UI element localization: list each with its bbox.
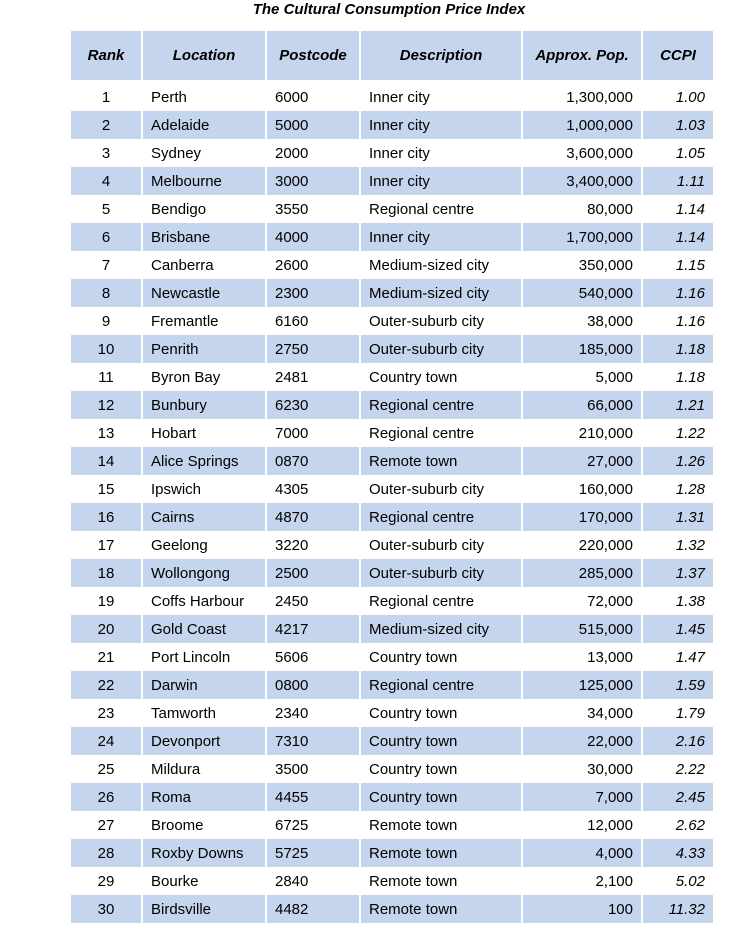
location-cell: Brisbane <box>143 223 265 251</box>
location-cell: Ipswich <box>143 475 265 503</box>
postcode-cell: 4217 <box>267 615 359 643</box>
postcode-cell: 3000 <box>267 167 359 195</box>
ccpi-cell: 1.28 <box>643 475 713 503</box>
population-cell: 1,000,000 <box>523 111 641 139</box>
rank-cell: 10 <box>71 335 141 363</box>
postcode-cell: 4455 <box>267 783 359 811</box>
population-cell: 80,000 <box>523 195 641 223</box>
population-cell: 2,100 <box>523 867 641 895</box>
ccpi-cell: 2.45 <box>643 783 713 811</box>
column-header-ccpi: CCPI <box>643 31 713 80</box>
ccpi-cell: 1.45 <box>643 615 713 643</box>
location-cell: Bourke <box>143 867 265 895</box>
population-cell: 100 <box>523 895 641 923</box>
description-cell: Outer-suburb city <box>361 335 521 363</box>
population-cell: 30,000 <box>523 755 641 783</box>
description-cell: Country town <box>361 699 521 727</box>
description-cell: Medium-sized city <box>361 279 521 307</box>
description-cell: Regional centre <box>361 503 521 531</box>
ccpi-cell: 1.15 <box>643 251 713 279</box>
postcode-cell: 0870 <box>267 447 359 475</box>
table-row <box>71 643 713 671</box>
population-cell: 3,400,000 <box>523 167 641 195</box>
ccpi-cell: 1.47 <box>643 643 713 671</box>
ccpi-cell: 1.32 <box>643 531 713 559</box>
postcode-cell: 5725 <box>267 839 359 867</box>
population-cell: 1,700,000 <box>523 223 641 251</box>
postcode-cell: 7310 <box>267 727 359 755</box>
column-header-rank: Rank <box>71 31 141 80</box>
postcode-cell: 2600 <box>267 251 359 279</box>
table-row <box>71 223 713 251</box>
ccpi-cell: 1.79 <box>643 699 713 727</box>
population-cell: 160,000 <box>523 475 641 503</box>
rank-cell: 15 <box>71 475 141 503</box>
table-row <box>71 195 713 223</box>
rank-cell: 6 <box>71 223 141 251</box>
postcode-cell: 4000 <box>267 223 359 251</box>
ccpi-cell: 1.18 <box>643 363 713 391</box>
ccpi-cell: 1.00 <box>643 83 713 111</box>
postcode-cell: 3550 <box>267 195 359 223</box>
ccpi-cell: 1.21 <box>643 391 713 419</box>
postcode-cell: 3500 <box>267 755 359 783</box>
table-row <box>71 895 713 923</box>
location-cell: Broome <box>143 811 265 839</box>
population-cell: 38,000 <box>523 307 641 335</box>
location-cell: Wollongong <box>143 559 265 587</box>
rank-cell: 25 <box>71 755 141 783</box>
description-cell: Country town <box>361 727 521 755</box>
postcode-cell: 2000 <box>267 139 359 167</box>
table-title: The Cultural Consumption Price Index <box>252 1 526 18</box>
location-cell: Port Lincoln <box>143 643 265 671</box>
description-cell: Regional centre <box>361 195 521 223</box>
ccpi-cell: 1.18 <box>643 335 713 363</box>
location-cell: Fremantle <box>143 307 265 335</box>
location-cell: Canberra <box>143 251 265 279</box>
description-cell: Outer-suburb city <box>361 475 521 503</box>
rank-cell: 19 <box>71 587 141 615</box>
ccpi-cell: 2.16 <box>643 727 713 755</box>
table-row <box>71 615 713 643</box>
population-cell: 515,000 <box>523 615 641 643</box>
description-cell: Remote town <box>361 867 521 895</box>
description-cell: Regional centre <box>361 671 521 699</box>
table-row <box>71 83 713 111</box>
table-row <box>71 279 713 307</box>
postcode-cell: 2481 <box>267 363 359 391</box>
table-row <box>71 503 713 531</box>
table-row <box>71 755 713 783</box>
description-cell: Country town <box>361 783 521 811</box>
description-cell: Medium-sized city <box>361 251 521 279</box>
location-cell: Roma <box>143 783 265 811</box>
location-cell: Tamworth <box>143 699 265 727</box>
location-cell: Alice Springs <box>143 447 265 475</box>
rank-cell: 14 <box>71 447 141 475</box>
rank-cell: 4 <box>71 167 141 195</box>
table-row <box>71 699 713 727</box>
location-cell: Darwin <box>143 671 265 699</box>
location-cell: Cairns <box>143 503 265 531</box>
ccpi-cell: 1.22 <box>643 419 713 447</box>
rank-cell: 24 <box>71 727 141 755</box>
postcode-cell: 7000 <box>267 419 359 447</box>
postcode-cell: 2750 <box>267 335 359 363</box>
description-cell: Inner city <box>361 111 521 139</box>
location-cell: Melbourne <box>143 167 265 195</box>
rank-cell: 30 <box>71 895 141 923</box>
ccpi-cell: 11.32 <box>643 895 713 923</box>
population-cell: 285,000 <box>523 559 641 587</box>
population-cell: 34,000 <box>523 699 641 727</box>
table-row <box>71 111 713 139</box>
rank-cell: 20 <box>71 615 141 643</box>
table-row <box>71 447 713 475</box>
ccpi-cell: 1.59 <box>643 671 713 699</box>
rank-cell: 11 <box>71 363 141 391</box>
postcode-cell: 2340 <box>267 699 359 727</box>
location-cell: Mildura <box>143 755 265 783</box>
postcode-cell: 6160 <box>267 307 359 335</box>
description-cell: Remote town <box>361 839 521 867</box>
population-cell: 185,000 <box>523 335 641 363</box>
rank-cell: 18 <box>71 559 141 587</box>
table-row <box>71 531 713 559</box>
postcode-cell: 5606 <box>267 643 359 671</box>
population-cell: 13,000 <box>523 643 641 671</box>
table-row <box>71 167 713 195</box>
location-cell: Bunbury <box>143 391 265 419</box>
ccpi-cell: 4.33 <box>643 839 713 867</box>
description-cell: Outer-suburb city <box>361 559 521 587</box>
location-cell: Coffs Harbour <box>143 587 265 615</box>
rank-cell: 13 <box>71 419 141 447</box>
population-cell: 170,000 <box>523 503 641 531</box>
postcode-cell: 2300 <box>267 279 359 307</box>
description-cell: Outer-suburb city <box>361 531 521 559</box>
table-row <box>71 839 713 867</box>
table-row <box>71 671 713 699</box>
table-row <box>71 475 713 503</box>
location-cell: Devonport <box>143 727 265 755</box>
location-cell: Byron Bay <box>143 363 265 391</box>
table-row <box>71 335 713 363</box>
rank-cell: 21 <box>71 643 141 671</box>
description-cell: Country town <box>361 643 521 671</box>
location-cell: Perth <box>143 83 265 111</box>
ccpi-cell: 1.37 <box>643 559 713 587</box>
postcode-cell: 6230 <box>267 391 359 419</box>
rank-cell: 2 <box>71 111 141 139</box>
description-cell: Inner city <box>361 139 521 167</box>
postcode-cell: 0800 <box>267 671 359 699</box>
ccpi-cell: 2.22 <box>643 755 713 783</box>
population-cell: 27,000 <box>523 447 641 475</box>
description-cell: Inner city <box>361 223 521 251</box>
table-row <box>71 867 713 895</box>
population-cell: 1,300,000 <box>523 83 641 111</box>
postcode-cell: 3220 <box>267 531 359 559</box>
ccpi-table <box>69 31 715 923</box>
description-cell: Inner city <box>361 83 521 111</box>
population-cell: 210,000 <box>523 419 641 447</box>
ccpi-cell: 1.14 <box>643 195 713 223</box>
postcode-cell: 4482 <box>267 895 359 923</box>
description-cell: Remote town <box>361 811 521 839</box>
population-cell: 220,000 <box>523 531 641 559</box>
postcode-cell: 2840 <box>267 867 359 895</box>
rank-cell: 17 <box>71 531 141 559</box>
rank-cell: 8 <box>71 279 141 307</box>
ccpi-cell: 1.16 <box>643 307 713 335</box>
population-cell: 7,000 <box>523 783 641 811</box>
postcode-cell: 6725 <box>267 811 359 839</box>
ccpi-cell: 2.62 <box>643 811 713 839</box>
location-cell: Adelaide <box>143 111 265 139</box>
description-cell: Regional centre <box>361 587 521 615</box>
postcode-cell: 5000 <box>267 111 359 139</box>
description-cell: Medium-sized city <box>361 615 521 643</box>
postcode-cell: 4870 <box>267 503 359 531</box>
ccpi-cell: 1.31 <box>643 503 713 531</box>
description-cell: Regional centre <box>361 419 521 447</box>
column-header-population: Approx. Pop. <box>523 31 641 80</box>
ccpi-cell: 1.16 <box>643 279 713 307</box>
location-cell: Bendigo <box>143 195 265 223</box>
population-cell: 3,600,000 <box>523 139 641 167</box>
population-cell: 12,000 <box>523 811 641 839</box>
description-cell: Remote town <box>361 895 521 923</box>
population-cell: 540,000 <box>523 279 641 307</box>
location-cell: Geelong <box>143 531 265 559</box>
postcode-cell: 2450 <box>267 587 359 615</box>
description-cell: Country town <box>361 363 521 391</box>
ccpi-cell: 1.26 <box>643 447 713 475</box>
table-row <box>71 783 713 811</box>
table-row <box>71 811 713 839</box>
location-cell: Penrith <box>143 335 265 363</box>
table-row <box>71 307 713 335</box>
description-cell: Regional centre <box>361 391 521 419</box>
ccpi-cell: 5.02 <box>643 867 713 895</box>
population-cell: 125,000 <box>523 671 641 699</box>
population-cell: 5,000 <box>523 363 641 391</box>
population-cell: 72,000 <box>523 587 641 615</box>
column-header-postcode: Postcode <box>267 31 359 80</box>
population-cell: 350,000 <box>523 251 641 279</box>
postcode-cell: 2500 <box>267 559 359 587</box>
table-row <box>71 559 713 587</box>
rank-cell: 16 <box>71 503 141 531</box>
postcode-cell: 6000 <box>267 83 359 111</box>
table-row <box>71 139 713 167</box>
rank-cell: 3 <box>71 139 141 167</box>
rank-cell: 27 <box>71 811 141 839</box>
location-cell: Newcastle <box>143 279 265 307</box>
rank-cell: 1 <box>71 83 141 111</box>
ccpi-cell: 1.03 <box>643 111 713 139</box>
location-cell: Hobart <box>143 419 265 447</box>
ccpi-cell: 1.38 <box>643 587 713 615</box>
location-cell: Sydney <box>143 139 265 167</box>
table-row <box>71 727 713 755</box>
location-cell: Roxby Downs <box>143 839 265 867</box>
description-cell: Remote town <box>361 447 521 475</box>
table-row <box>71 251 713 279</box>
postcode-cell: 4305 <box>267 475 359 503</box>
ccpi-cell: 1.14 <box>643 223 713 251</box>
location-cell: Birdsville <box>143 895 265 923</box>
population-cell: 66,000 <box>523 391 641 419</box>
table-row <box>71 363 713 391</box>
table-row <box>71 391 713 419</box>
rank-cell: 7 <box>71 251 141 279</box>
location-cell: Gold Coast <box>143 615 265 643</box>
rank-cell: 22 <box>71 671 141 699</box>
ccpi-cell: 1.11 <box>643 167 713 195</box>
rank-cell: 28 <box>71 839 141 867</box>
rank-cell: 23 <box>71 699 141 727</box>
description-cell: Outer-suburb city <box>361 307 521 335</box>
description-cell: Country town <box>361 755 521 783</box>
table-row <box>71 419 713 447</box>
population-cell: 22,000 <box>523 727 641 755</box>
population-cell: 4,000 <box>523 839 641 867</box>
ccpi-cell: 1.05 <box>643 139 713 167</box>
rank-cell: 29 <box>71 867 141 895</box>
description-cell: Inner city <box>361 167 521 195</box>
table-row <box>71 587 713 615</box>
rank-cell: 26 <box>71 783 141 811</box>
column-header-location: Location <box>143 31 265 80</box>
rank-cell: 5 <box>71 195 141 223</box>
rank-cell: 12 <box>71 391 141 419</box>
table-header <box>71 31 713 83</box>
column-header-description: Description <box>361 31 521 80</box>
table-body <box>71 83 713 923</box>
rank-cell: 9 <box>71 307 141 335</box>
